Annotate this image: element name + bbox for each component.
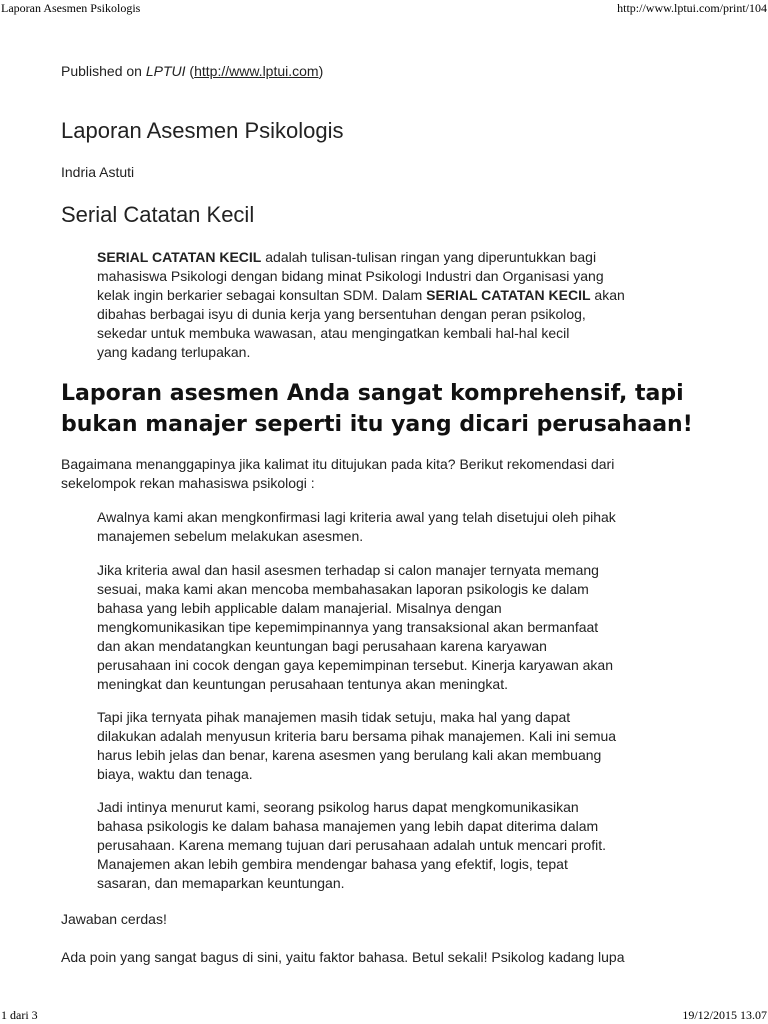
quote-line: dilakukan adalah menyusun kriteria baru bersama pihak manajemen. Kali ini semua xyxy=(97,728,617,744)
published-close-paren: ) xyxy=(318,63,324,79)
quote-line: manajemen sebelum melakukan asesmen. xyxy=(97,528,364,544)
quote-line: sesuai, maka kami akan mencoba membahasakan laporan psikologis ke dalam xyxy=(97,581,589,597)
paragraph-line: Bagaimana menanggapinya jika kalimat itu ditujukan pada kita? Berikut rekomendasi dari xyxy=(61,456,615,472)
paragraph-last xyxy=(61,948,701,967)
intro-line: sekedar untuk membuka wawasan, atau mengingatkan kembali hal-hal kecil xyxy=(97,325,570,341)
quote-line: meningkat dan keuntungan perusahaan tentunya akan meningkat. xyxy=(97,676,508,692)
section-heading: Serial Catatan Kecil xyxy=(61,202,255,227)
site-name: LPTUI xyxy=(145,63,186,79)
quote-line: perusahaan ini cocok dengan gaya kepemimpinan tersebut. Kinerja karyawan akan xyxy=(97,657,613,673)
intro-bold: SERIAL CATATAN KECIL xyxy=(97,249,262,265)
quote-3 xyxy=(97,708,697,784)
quote-4 xyxy=(97,798,697,893)
published-line xyxy=(61,63,323,79)
intro-line: mahasiswa Psikologi dengan bidang minat Psikologi Industri dan Organisasi yang xyxy=(97,268,604,284)
page-title: Laporan Asesmen Psikologis xyxy=(61,118,344,143)
intro-line: yang kadang terlupakan. xyxy=(97,344,251,360)
headline-line: bukan manajer seperti itu yang dicari perusahaan! xyxy=(61,412,693,437)
print-timestamp: 19/12/2015 13.07 xyxy=(682,1008,767,1022)
intro-line xyxy=(97,286,697,305)
quote-2 xyxy=(97,561,697,694)
published-prefix: Published on xyxy=(61,63,146,79)
quote-line: bahasa yang lebih applicable dalam manajerial. Misalnya dengan xyxy=(97,600,502,616)
print-header xyxy=(0,1,768,15)
print-header-url: http://www.lptui.com/print/104 xyxy=(617,1,767,15)
intro-text: adalah tulisan-tulisan ringan yang diperuntukkan bagi xyxy=(261,249,597,265)
paragraph-jawaban xyxy=(61,910,701,929)
intro-block xyxy=(97,248,697,362)
quote-line: dan akan mendatangkan keuntungan bagi perusahaan karena karyawan xyxy=(97,638,547,654)
intro-line xyxy=(97,248,697,267)
page-count: 1 dari 3 xyxy=(1,1008,38,1022)
quote-line: harus lebih jelas dan benar, karena asesmen yang berulang kali akan membuang xyxy=(97,747,602,763)
quote-1 xyxy=(97,508,697,546)
headline xyxy=(61,378,693,440)
headline-line: Laporan asesmen Anda sangat komprehensif, tapi xyxy=(61,381,684,406)
quote-line: Awalnya kami akan mengkonfirmasi lagi kriteria awal yang telah disetujui oleh pihak xyxy=(97,509,616,525)
paragraph-line: Jawaban cerdas! xyxy=(61,911,167,927)
quote-line: mengkomunikasikan tipe kepemimpinannya yang transaksional akan bermanfaat xyxy=(97,619,599,635)
paragraph-line: sekelompok rekan mahasiswa psikologi : xyxy=(61,475,315,491)
paragraph-line: Ada poin yang sangat bagus di sini, yaitu faktor bahasa. Betul sekali! Psikolog kadang lupa xyxy=(61,949,625,965)
quote-line: biaya, waktu dan tenaga. xyxy=(97,766,253,782)
intro-text: kelak ingin berkarier sebagai konsultan SDM. Dalam xyxy=(97,287,427,303)
quote-line: Jadi intinya menurut kami, seorang psikolog harus dapat mengkomunikasikan xyxy=(97,799,579,815)
paragraph-intro xyxy=(61,455,701,493)
author: Indria Astuti xyxy=(61,164,135,180)
intro-text: akan xyxy=(590,287,625,303)
quote-line: Jika kriteria awal dan hasil asesmen terhadap si calon manajer ternyata memang xyxy=(97,562,599,578)
print-header-title: Laporan Asesmen Psikologis xyxy=(1,1,141,15)
published-open-paren: ( xyxy=(185,63,195,79)
quote-line: Manajemen akan lebih gembira mendengar bahasa yang efektif, logis, tepat xyxy=(97,856,568,872)
quote-line: sasaran, dan memaparkan keuntungan. xyxy=(97,875,345,891)
quote-line: Tapi jika ternyata pihak manajemen masih tidak setuju, maka hal yang dapat xyxy=(97,709,571,725)
site-link[interactable]: http://www.lptui.com xyxy=(194,63,319,79)
print-footer xyxy=(0,1008,768,1022)
intro-line: dibahas berbagai isyu di dunia kerja yang bersentuhan dengan peran psikolog, xyxy=(97,306,586,322)
quote-line: perusahaan. Karena memang tujuan dari perusahaan adalah untuk mencari profit. xyxy=(97,837,606,853)
quote-line: bahasa psikologis ke dalam bahasa manajemen yang lebih dapat diterima dalam xyxy=(97,818,599,834)
intro-bold: SERIAL CATATAN KECIL xyxy=(426,287,591,303)
